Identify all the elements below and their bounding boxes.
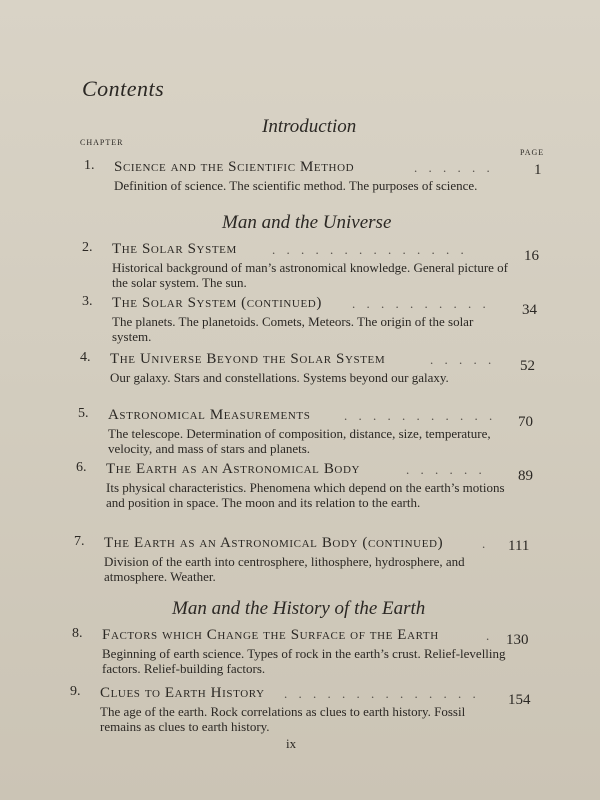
entry-title: Astronomical Measurements <box>108 407 311 423</box>
entry-page-5: 70 <box>518 414 533 430</box>
leader-dots: . . . . . . <box>414 160 494 175</box>
entry-title: The Solar System (continued) <box>112 295 322 311</box>
leader-dots: . <box>482 536 490 551</box>
toc-entry-1 <box>84 158 506 193</box>
toc-entry-5 <box>78 406 512 456</box>
leader-dots: . . . . . <box>430 352 496 367</box>
entry-title: Factors which Change the Surface of the Earth <box>102 627 439 643</box>
entry-page-3: 34 <box>522 302 537 318</box>
entry-page-1: 1 <box>534 162 542 178</box>
chapter-column-label: CHAPTER <box>80 138 124 147</box>
entry-description: The telescope. Determination of composition, distance, size, temperature, velocity, and mass of stars and planets. <box>108 426 491 456</box>
toc-entry-8 <box>72 626 506 676</box>
entry-page-8: 130 <box>506 632 529 648</box>
entry-title: The Earth as an Astronomical Body (continued) <box>104 535 444 551</box>
contents-heading: Contents <box>82 76 165 101</box>
entry-title: The Solar System <box>112 241 237 257</box>
entry-number: 4. <box>80 350 91 365</box>
entry-number: 5. <box>78 406 89 421</box>
page-column-label: PAGE <box>520 148 545 157</box>
toc-entry-4 <box>80 350 510 385</box>
entry-title: Science and the Scientific Method <box>114 159 355 175</box>
leader-dots: . . . . . . <box>406 462 486 477</box>
entry-description: Historical background of man’s astronomical knowledge. General picture of the solar system. The sun. <box>112 260 509 290</box>
entry-page-6: 89 <box>518 468 533 484</box>
entry-number: 6. <box>76 460 87 475</box>
entry-number: 3. <box>82 294 93 309</box>
entry-number: 9. <box>70 684 81 699</box>
entry-number: 1. <box>84 158 95 173</box>
entry-number: 8. <box>72 626 83 641</box>
entry-title: The Universe Beyond the Solar System <box>110 351 386 367</box>
toc-entry-3 <box>82 294 510 344</box>
entry-description: Division of the earth into centrosphere, lithosphere, hydrosphere, and atmosphere. Weather. <box>104 554 465 584</box>
entry-title: The Earth as an Astronomical Body <box>106 461 361 477</box>
entry-page-9: 154 <box>508 692 531 708</box>
toc-entry-2 <box>82 240 509 290</box>
section-history-earth: Man and the History of the Earth <box>172 598 426 619</box>
leader-dots: . <box>486 628 494 643</box>
entry-page-7: 111 <box>508 538 530 554</box>
entry-description: Beginning of earth science. Types of rock in the earth’s crust. Relief-levelling factors. Relief-building factors. <box>102 646 506 676</box>
toc-entry-6 <box>76 460 512 510</box>
leader-dots: . . . . . . . . . . . <box>344 408 497 423</box>
section-introduction: Introduction <box>262 116 357 137</box>
entry-page-2: 16 <box>524 248 539 264</box>
entry-description: Its physical characteristics. Phenomena which depend on the earth’s motions and position in space. The moon and its relation to the earth. <box>106 480 505 510</box>
entry-description: The age of the earth. Rock correlations as clues to earth history. Fossil remains as clues to earth history. <box>100 704 466 734</box>
leader-dots: . . . . . . . . . . . . . . <box>272 242 468 257</box>
leader-dots: . . . . . . . . . . <box>352 296 490 311</box>
toc-entry-7 <box>74 534 504 584</box>
toc-entry-9 <box>70 684 506 734</box>
section-man-universe: Man and the Universe <box>222 212 392 233</box>
entry-description: Definition of science. The scientific method. The purposes of science. <box>114 178 478 193</box>
page-folio: ix <box>286 736 297 751</box>
entry-page-4: 52 <box>520 358 535 374</box>
entry-title: Clues to Earth History <box>100 685 265 701</box>
entry-number: 2. <box>82 240 93 255</box>
entry-description: Our galaxy. Stars and constellations. Systems beyond our galaxy. <box>110 370 449 385</box>
entry-description: The planets. The planetoids. Comets, Meteors. The origin of the solar system. <box>112 314 474 344</box>
entry-number: 7. <box>74 534 85 549</box>
leader-dots: . . . . . . . . . . . . . . <box>284 686 480 701</box>
